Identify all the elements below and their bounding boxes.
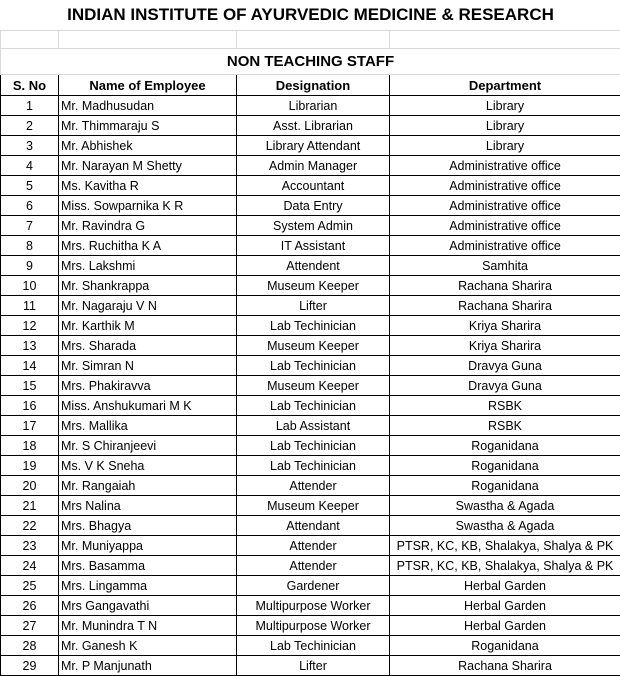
designation-cell[interactable]: Museum Keeper	[237, 496, 390, 516]
employee-name-cell[interactable]: Mr. Karthik M	[59, 316, 237, 336]
table-row	[1, 156, 620, 176]
employee-name-cell[interactable]: Mr. Abhishek	[59, 136, 237, 156]
table-row	[1, 416, 620, 436]
table-row	[1, 556, 620, 576]
sno-cell[interactable]: 27	[1, 616, 59, 636]
department-cell[interactable]: Roganidana	[390, 476, 620, 496]
employee-name-cell[interactable]: Mr. Simran N	[59, 356, 237, 376]
sno-cell[interactable]: 5	[1, 176, 59, 196]
sno-cell[interactable]: 7	[1, 216, 59, 236]
table-row	[1, 356, 620, 376]
department-cell[interactable]: Roganidana	[390, 436, 620, 456]
table-row	[1, 516, 620, 536]
designation-cell[interactable]: Lab Techinician	[237, 356, 390, 376]
title-row	[1, 0, 620, 31]
employee-name-cell[interactable]: Mr. Narayan M Shetty	[59, 156, 237, 176]
department-cell[interactable]: Administrative office	[390, 196, 620, 216]
sno-cell[interactable]: 13	[1, 336, 59, 356]
designation-cell[interactable]: Lifter	[237, 656, 390, 676]
designation-cell[interactable]: Museum Keeper	[237, 276, 390, 296]
table-row	[1, 276, 620, 296]
designation-cell[interactable]: Attender	[237, 476, 390, 496]
blank-cell[interactable]	[59, 31, 237, 49]
department-cell[interactable]: Swastha & Agada	[390, 516, 620, 536]
sno-cell[interactable]: 12	[1, 316, 59, 336]
table-row	[1, 176, 620, 196]
sno-cell[interactable]: 15	[1, 376, 59, 396]
designation-cell[interactable]: Library Attendant	[237, 136, 390, 156]
department-cell[interactable]: Administrative office	[390, 216, 620, 236]
blank-cell[interactable]	[1, 31, 59, 49]
sno-cell[interactable]: 26	[1, 596, 59, 616]
sno-cell[interactable]: 6	[1, 196, 59, 216]
sno-cell[interactable]: 24	[1, 556, 59, 576]
sno-cell[interactable]: 19	[1, 456, 59, 476]
designation-cell[interactable]: Lab Techinician	[237, 436, 390, 456]
blank-cell[interactable]	[390, 31, 620, 49]
blank-cell[interactable]	[237, 31, 390, 49]
table-row	[1, 116, 620, 136]
sno-cell[interactable]: 20	[1, 476, 59, 496]
column-header-department[interactable]: Department	[390, 75, 620, 96]
table-row	[1, 256, 620, 276]
designation-cell[interactable]: Data Entry	[237, 196, 390, 216]
sno-cell[interactable]: 10	[1, 276, 59, 296]
column-header-row	[1, 75, 620, 96]
sno-cell[interactable]: 16	[1, 396, 59, 416]
employee-name-cell[interactable]: Mrs. Lakshmi	[59, 256, 237, 276]
department-cell[interactable]: Library	[390, 116, 620, 136]
sno-cell[interactable]: 2	[1, 116, 59, 136]
department-cell[interactable]: Swastha & Agada	[390, 496, 620, 516]
department-cell[interactable]: Rachana Sharira	[390, 296, 620, 316]
department-cell[interactable]: PTSR, KC, KB, Shalakya, Shalya & PK	[390, 556, 620, 576]
employee-name-cell[interactable]: Mr. S Chiranjeevi	[59, 436, 237, 456]
department-cell[interactable]: RSBK	[390, 416, 620, 436]
blank-row	[1, 31, 620, 49]
designation-cell[interactable]: Lifter	[237, 296, 390, 316]
department-cell[interactable]: Rachana Sharira	[390, 656, 620, 676]
department-cell[interactable]: Herbal Garden	[390, 596, 620, 616]
designation-cell[interactable]: Attendent	[237, 256, 390, 276]
column-header-sno[interactable]: S. No	[1, 75, 59, 96]
department-cell[interactable]: Roganidana	[390, 456, 620, 476]
sno-cell[interactable]: 29	[1, 656, 59, 676]
sno-cell[interactable]: 25	[1, 576, 59, 596]
designation-cell[interactable]: Asst. Librarian	[237, 116, 390, 136]
department-cell[interactable]: Kriya Sharira	[390, 336, 620, 356]
department-cell[interactable]: Herbal Garden	[390, 616, 620, 636]
department-cell[interactable]: Rachana Sharira	[390, 276, 620, 296]
sno-cell[interactable]: 11	[1, 296, 59, 316]
department-cell[interactable]: Administrative office	[390, 236, 620, 256]
employee-name-cell[interactable]: Mrs. Lingamma	[59, 576, 237, 596]
sno-cell[interactable]: 3	[1, 136, 59, 156]
sno-cell[interactable]: 22	[1, 516, 59, 536]
designation-cell[interactable]: Attendant	[237, 516, 390, 536]
department-cell[interactable]: Kriya Sharira	[390, 316, 620, 336]
employee-name-cell[interactable]: Miss. Anshukumari M K	[59, 396, 237, 416]
department-cell[interactable]: Administrative office	[390, 156, 620, 176]
designation-cell[interactable]: Gardener	[237, 576, 390, 596]
table-row	[1, 436, 620, 456]
designation-cell[interactable]: Museum Keeper	[237, 336, 390, 356]
table-row	[1, 316, 620, 336]
table-row	[1, 376, 620, 396]
column-header-name[interactable]: Name of Employee	[59, 75, 237, 96]
designation-cell[interactable]: IT Assistant	[237, 236, 390, 256]
employee-name-cell[interactable]: Mrs Gangavathi	[59, 596, 237, 616]
designation-cell[interactable]: Lab Techinician	[237, 316, 390, 336]
sno-cell[interactable]: 4	[1, 156, 59, 176]
department-cell[interactable]: Dravya Guna	[390, 356, 620, 376]
employee-name-cell[interactable]: Mr. P Manjunath	[59, 656, 237, 676]
table-row	[1, 216, 620, 236]
employee-name-cell[interactable]: Miss. Sowparnika K R	[59, 196, 237, 216]
department-cell[interactable]: Roganidana	[390, 636, 620, 656]
sheet-subtitle: NON TEACHING STAFF	[1, 49, 620, 75]
employee-name-cell[interactable]: Mr. Ravindra G	[59, 216, 237, 236]
table-row	[1, 476, 620, 496]
designation-cell[interactable]: System Admin	[237, 216, 390, 236]
designation-cell[interactable]: Lab Assistant	[237, 416, 390, 436]
employee-name-cell[interactable]: Mrs. Bhagya	[59, 516, 237, 536]
employee-name-cell[interactable]: Mrs Nalina	[59, 496, 237, 516]
designation-cell[interactable]: Multipurpose Worker	[237, 616, 390, 636]
designation-cell[interactable]: Lab Techinician	[237, 396, 390, 416]
table-row	[1, 336, 620, 356]
table-row	[1, 136, 620, 156]
employee-name-cell[interactable]: Mr. Muniyappa	[59, 536, 237, 556]
sno-cell[interactable]: 28	[1, 636, 59, 656]
department-cell[interactable]: RSBK	[390, 396, 620, 416]
sno-cell[interactable]: 14	[1, 356, 59, 376]
employee-name-cell[interactable]: Mrs. Mallika	[59, 416, 237, 436]
department-cell[interactable]: Administrative office	[390, 176, 620, 196]
sno-cell[interactable]: 17	[1, 416, 59, 436]
department-cell[interactable]: Dravya Guna	[390, 376, 620, 396]
employee-name-cell[interactable]: Mr. Shankrappa	[59, 276, 237, 296]
table-row	[1, 236, 620, 256]
employee-name-cell[interactable]: Mrs. Ruchitha K A	[59, 236, 237, 256]
designation-cell[interactable]: Librarian	[237, 96, 390, 116]
table-row	[1, 456, 620, 476]
designation-cell[interactable]: Museum Keeper	[237, 376, 390, 396]
column-header-designation[interactable]: Designation	[237, 75, 390, 96]
table-row	[1, 616, 620, 636]
sno-cell[interactable]: 1	[1, 96, 59, 116]
department-cell[interactable]: PTSR, KC, KB, Shalakya, Shalya & PK	[390, 536, 620, 556]
employee-name-cell[interactable]: Mrs. Basamma	[59, 556, 237, 576]
employee-name-cell[interactable]: Mrs. Phakiravva	[59, 376, 237, 396]
employee-name-cell[interactable]: Mr. Rangaiah	[59, 476, 237, 496]
employee-name-cell[interactable]: Mrs. Sharada	[59, 336, 237, 356]
employee-name-cell[interactable]: Ms. Kavitha R	[59, 176, 237, 196]
employee-name-cell[interactable]: Mr. Ganesh K	[59, 636, 237, 656]
employee-name-cell[interactable]: Ms. V K Sneha	[59, 456, 237, 476]
employee-name-cell[interactable]: Mr. Nagaraju V N	[59, 296, 237, 316]
department-cell[interactable]: Library	[390, 96, 620, 116]
table-row	[1, 296, 620, 316]
sno-cell[interactable]: 23	[1, 536, 59, 556]
sheet-title: INDIAN INSTITUTE OF AYURVEDIC MEDICINE & RESEARCH	[1, 0, 620, 31]
designation-cell[interactable]: Multipurpose Worker	[237, 596, 390, 616]
table-row	[1, 536, 620, 556]
designation-cell[interactable]: Accountant	[237, 176, 390, 196]
table-row	[1, 636, 620, 656]
employee-name-cell[interactable]: Mr. Thimmaraju S	[59, 116, 237, 136]
department-cell[interactable]: Library	[390, 136, 620, 156]
table-row	[1, 496, 620, 516]
designation-cell[interactable]: Admin Manager	[237, 156, 390, 176]
table-row	[1, 96, 620, 116]
subtitle-row	[1, 49, 620, 75]
table-row	[1, 576, 620, 596]
table-row	[1, 596, 620, 616]
table-row	[1, 656, 620, 676]
department-cell[interactable]: Herbal Garden	[390, 576, 620, 596]
sno-cell[interactable]: 21	[1, 496, 59, 516]
sno-cell[interactable]: 8	[1, 236, 59, 256]
table-row	[1, 396, 620, 416]
sno-cell[interactable]: 18	[1, 436, 59, 456]
designation-cell[interactable]: Lab Techinician	[237, 456, 390, 476]
table-row	[1, 196, 620, 216]
sno-cell[interactable]: 9	[1, 256, 59, 276]
employee-name-cell[interactable]: Mr. Munindra T N	[59, 616, 237, 636]
designation-cell[interactable]: Attender	[237, 536, 390, 556]
department-cell[interactable]: Samhita	[390, 256, 620, 276]
designation-cell[interactable]: Attender	[237, 556, 390, 576]
designation-cell[interactable]: Lab Techinician	[237, 636, 390, 656]
employee-name-cell[interactable]: Mr. Madhusudan	[59, 96, 237, 116]
